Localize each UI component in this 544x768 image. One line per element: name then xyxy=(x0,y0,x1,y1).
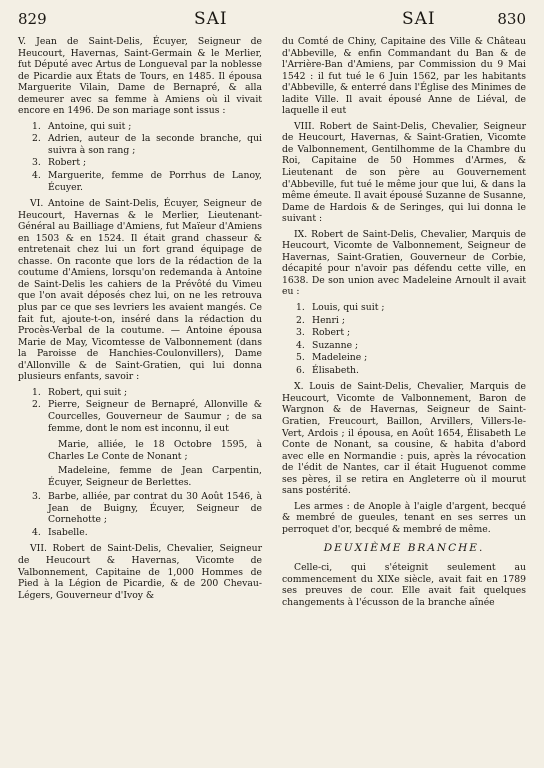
list-item xyxy=(32,491,262,526)
children-list-vi xyxy=(18,387,262,434)
list-item-text: Louis, qui suit ; xyxy=(312,302,385,314)
paragraph-generation-viii: VIII. Robert de Saint-Delis, Chevalier, Seigneur de Heucourt, Havernas, & Saint-Gratien, Vicomte de Valbonnement, Gentilhomme de la Chambre du Roi, Capitaine de 50 Hommes d'Armes, & Lieutenant de son père au Gouvernement d'Abbeville, fut tué le même jour que lui, & dans la même émeute. Il avait épousé Suzanne de Susanne, Dame de Hardois & de Seringes, qui lui donna le suivant : xyxy=(282,120,526,225)
list-item-text: Robert, qui suit ; xyxy=(48,386,128,398)
page-header xyxy=(18,4,526,34)
paragraph-generation-x: X. Louis de Saint-Delis, Chevalier, Marquis de Heucourt, Vicomte de Valbonnement, Baron de Wargnon & de Havernas, Seigneur de Saint-Gratien, Freucourt, Baillon, Arvillers, Villers-le-Vert, Ardois ; il épousa, en Août 1654, Élisabeth Le Conte de Nonant, sa cousine, & habita d'abord avec elle en Normandie : puis, après la révocation de l'édit de Nantes, car il était Huguenot comme ses pères, il se retira en Angleterre où il mourut sans postérité. xyxy=(282,381,526,497)
list-item-number: 4. xyxy=(296,339,305,351)
left-column xyxy=(18,36,262,605)
list-item-text: Barbe, alliée, par contrat du 30 Août 1546, à Jean de Buigny, Écuyer, Seigneur de Cornehotte ; xyxy=(48,491,262,526)
list-item-text: Madeleine ; xyxy=(312,352,368,364)
paragraph-generation-vii: VII. Robert de Saint-Delis, Chevalier, Seigneur de Heucourt & Havernas, Vicomte de Valbonnement, Capitaine de 1,000 Hommes de Pied à la Légion de Picardie, & de 200 Chevau-Légers, Gouverneur d'Ivoy & xyxy=(18,543,262,601)
list-item-number: 1. xyxy=(296,302,305,314)
children-list-v xyxy=(18,121,262,193)
list-item xyxy=(296,302,526,314)
list-item-number: 4. xyxy=(32,526,41,538)
list-item-text: Antoine, qui suit ; xyxy=(48,120,132,132)
sub-entry-marie: Marie, alliée, le 18 Octobre 1595, à Charles Le Conte de Nonant ; xyxy=(48,439,262,462)
list-item-number: 6. xyxy=(296,364,305,376)
page-number-right: 830 xyxy=(497,10,526,28)
list-item-text: Marguerite, femme de Porrhus de Lanoy, Écuyer. xyxy=(48,170,262,193)
list-item-text: Élisabeth. xyxy=(312,364,359,376)
paragraph-generation-vi: VI. Antoine de Saint-Delis, Écuyer, Seigneur de Heucourt, Havernas & le Merlier, Lieutenant-Général au Bailliage d'Amiens, fut Maïeur d'Amiens en 1503 & en 1524. Il était grand chasseur & entretenait chez lui un fort grand équipage de chasse. On raconte que lors de la rédaction de la coutume d'Amiens, lorsqu'on redemanda à Antoine de Saint-Delis les cahiers de la Prévôté du Vimeu que l'on avait déposés chez lui, on ne les retrouva plus par ce que ses levriers les avaient mangés. Ce fait fut, ajoute-t-on, inséré dans la rédaction du Procès-Verbal de la coutume. — Antoine épousa Marie de May, Vicomtesse de Valbonnement (dans la Paroisse de Hanchies-Coulonvillers), Dame d'Allonville & de Saint-Gratien, qui lui donna plusieurs enfants, savoir : xyxy=(18,198,262,383)
list-item-text: Robert ; xyxy=(312,327,351,339)
arms-description: Les armes : de Anople à l'aigle d'argent, becqué & membré de gueules, tenant en ses serres un perroquet d'or, becqué & membré de même. xyxy=(282,500,526,535)
list-item xyxy=(296,352,526,364)
list-item xyxy=(32,527,262,539)
list-item-number: 1. xyxy=(32,386,41,398)
list-item-text: Pierre, Seigneur de Bernapré, Allonville & Courcelles, Gouverneur de Saumur ; de sa femme, dont le nom est inconnu, il eut xyxy=(48,399,262,434)
paragraph-generation-ix: IX. Robert de Saint-Delis, Chevalier, Marquis de Heucourt, Vicomte de Valbonnement, Seigneur de Havernas, Saint-Gratien, Gouverneur de Corbie, décapité pour n'avoir pas défendu cette ville, en 1638. De son union avec Madeleine Arnoult il avait eu : xyxy=(282,228,526,298)
children-list-vi-continued xyxy=(18,491,262,538)
list-item-number: 4. xyxy=(32,170,41,182)
list-item-number: 3. xyxy=(32,491,41,503)
list-item-number: 2. xyxy=(32,133,41,145)
list-item xyxy=(32,133,262,156)
list-item-text: Isabelle. xyxy=(48,526,88,538)
list-item-number: 1. xyxy=(32,120,41,132)
list-item xyxy=(296,365,526,377)
paragraph-second-branch: Celle-ci, qui s'éteignit seulement au commencement du XIXe siècle, avait fait en 1789 ses preuves de cour. Elle avait fait quelques changements à l'écusson de la branche aînée xyxy=(282,561,526,608)
list-item-number: 3. xyxy=(296,327,305,339)
list-item-text: Robert ; xyxy=(48,157,87,169)
running-head-right: SAI xyxy=(402,9,436,29)
list-item xyxy=(32,170,262,193)
list-item xyxy=(32,157,262,169)
list-item-number: 3. xyxy=(32,157,41,169)
section-heading-deuxieme-branche: DEUXIÈME BRANCHE. xyxy=(323,542,485,555)
paragraph-generation-vii-continued: du Comté de Chiny, Capitaine des Ville & Château d'Abbeville, & enfin Commandant du Ban & de l'Arrière-Ban d'Amiens, par Commission du 9 Mai 1542 : il fut tué le 6 Juin 1562, par les habitants d'Abbeville, & enterré dans l'Église des Minimes de ladite Ville. Il avait épousé Anne de Liéval, de laquelle il eut xyxy=(282,36,526,117)
running-head-left: SAI xyxy=(194,9,228,29)
list-item xyxy=(296,340,526,352)
list-item-number: 5. xyxy=(296,352,305,364)
page-number-left: 829 xyxy=(18,10,47,28)
list-item xyxy=(296,315,526,327)
list-item-text: Adrien, auteur de la seconde branche, qui suivra à son rang ; xyxy=(48,133,262,156)
list-item xyxy=(296,327,526,339)
paragraph-generation-v: V. Jean de Saint-Delis, Écuyer, Seigneur de Heucourt, Havernas, Saint-Germain & le Merlier, fut Député avec Artus de Longueval par la noblesse de Picardie aux États de Tours, en 1485. Il épousa Marguerite Vilain, Dame de Bernapré, & alla demeurer avec sa femme à Amiens où il vivait encore en 1496. De son mariage sont issus : xyxy=(18,36,262,117)
children-list-ix xyxy=(282,302,526,376)
list-item xyxy=(32,387,262,399)
list-item-text: Henri ; xyxy=(312,314,345,326)
list-item-text: Suzanne ; xyxy=(312,339,359,351)
sub-entry-madeleine: Madeleine, femme de Jean Carpentin, Écuyer, Seigneur de Berlettes. xyxy=(48,465,262,488)
list-item xyxy=(32,121,262,133)
list-item-number: 2. xyxy=(296,314,305,326)
list-item xyxy=(32,399,262,434)
list-item-number: 2. xyxy=(32,399,41,411)
right-column xyxy=(282,36,526,612)
